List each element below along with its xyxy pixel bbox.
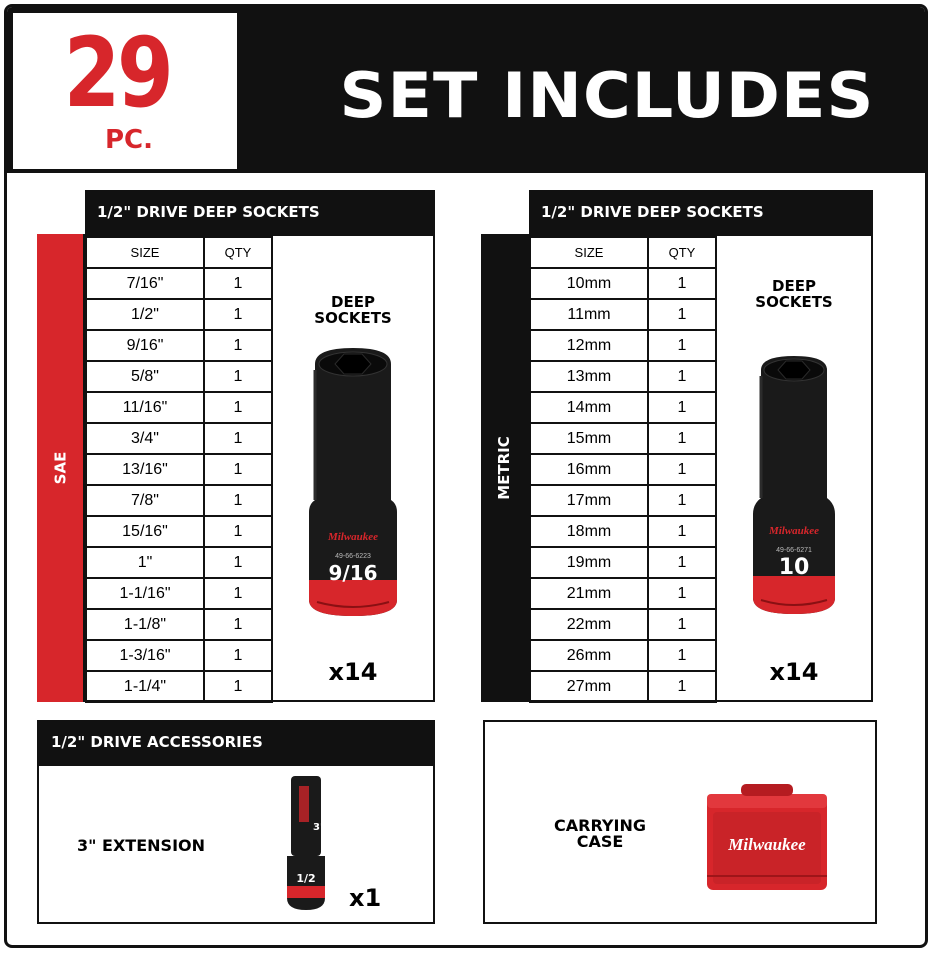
qty-cell: 1 <box>204 578 272 609</box>
carrying-case-image <box>697 780 837 900</box>
table-row <box>530 268 716 299</box>
qty-cell: 1 <box>648 547 716 578</box>
table-row <box>86 423 272 454</box>
qty-cell: 1 <box>648 516 716 547</box>
table-row <box>530 609 716 640</box>
size-cell: 1-1/8" <box>86 609 204 640</box>
piece-count-box <box>13 13 237 169</box>
qty-cell: 1 <box>648 268 716 299</box>
qty-cell: 1 <box>204 392 272 423</box>
size-cell: 27mm <box>530 671 648 702</box>
sae-deep-label <box>273 294 433 326</box>
extension-drive-marking: 1/2 <box>296 872 316 885</box>
qty-cell: 1 <box>204 268 272 299</box>
size-cell: 26mm <box>530 640 648 671</box>
size-cell: 15/16" <box>86 516 204 547</box>
sae-image-column <box>273 236 433 700</box>
qty-column-header: QTY <box>204 237 272 268</box>
size-cell: 15mm <box>530 423 648 454</box>
size-cell: 17mm <box>530 485 648 516</box>
table-row <box>530 547 716 578</box>
size-cell: 19mm <box>530 547 648 578</box>
metric-side-label-text: METRIC <box>495 436 514 500</box>
qty-cell: 1 <box>204 330 272 361</box>
size-cell: 1-1/4" <box>86 671 204 702</box>
case-label-line-2: CASE <box>576 832 624 851</box>
size-cell: 7/8" <box>86 485 204 516</box>
table-row <box>86 299 272 330</box>
qty-cell: 1 <box>204 485 272 516</box>
table-row <box>86 640 272 671</box>
deep-label-line-2: SOCKETS <box>755 293 833 311</box>
qty-cell: 1 <box>648 330 716 361</box>
qty-cell: 1 <box>204 671 272 702</box>
table-row <box>86 547 272 578</box>
set-includes-title: SET INCLUDES <box>339 59 875 132</box>
qty-cell: 1 <box>204 454 272 485</box>
qty-cell: 1 <box>648 671 716 702</box>
table-row <box>530 671 716 702</box>
extension-bar-image <box>267 768 347 918</box>
socket-size-marking: 10 <box>778 555 810 580</box>
table-row <box>530 454 716 485</box>
size-cell: 1-3/16" <box>86 640 204 671</box>
table-row <box>86 609 272 640</box>
table-row <box>530 640 716 671</box>
table-row <box>530 423 716 454</box>
socket-brand-text: Milwaukee <box>768 525 820 537</box>
qty-cell: 1 <box>648 454 716 485</box>
header-bar <box>7 7 925 173</box>
size-cell: 13/16" <box>86 454 204 485</box>
table-row <box>86 268 272 299</box>
sae-side-label-text: SAE <box>50 451 69 485</box>
table-row <box>86 485 272 516</box>
table-row <box>86 454 272 485</box>
table-row <box>530 578 716 609</box>
qty-cell: 1 <box>648 392 716 423</box>
qty-cell: 1 <box>648 299 716 330</box>
table-row <box>530 330 716 361</box>
socket-brand-text: Milwaukee <box>327 531 379 543</box>
table-row <box>86 516 272 547</box>
carrying-case-box <box>483 720 877 924</box>
qty-cell: 1 <box>204 361 272 392</box>
sae-panel <box>37 190 437 702</box>
table-row <box>530 299 716 330</box>
size-cell: 13mm <box>530 361 648 392</box>
table-row <box>530 361 716 392</box>
metric-side-label <box>481 234 527 702</box>
size-cell: 1" <box>86 547 204 578</box>
sae-size-table <box>85 236 273 703</box>
qty-cell: 1 <box>648 423 716 454</box>
deep-label-line-2: SOCKETS <box>314 309 392 327</box>
metric-panel <box>481 190 877 702</box>
table-row <box>86 578 272 609</box>
size-cell: 5/8" <box>86 361 204 392</box>
size-cell: 1-1/16" <box>86 578 204 609</box>
size-cell: 1/2" <box>86 299 204 330</box>
qty-cell: 1 <box>204 609 272 640</box>
accessories-panel-title: 1/2" DRIVE ACCESSORIES <box>37 720 435 764</box>
metric-size-table <box>529 236 717 703</box>
sae-quantity: x14 <box>328 658 378 686</box>
deep-socket-metric-image <box>717 348 871 638</box>
size-cell: 12mm <box>530 330 648 361</box>
table-row <box>86 671 272 702</box>
size-column-header: SIZE <box>86 237 204 268</box>
metric-panel-title: 1/2" DRIVE DEEP SOCKETS <box>529 190 873 234</box>
table-header-row <box>530 237 716 268</box>
accessories-box <box>37 764 435 924</box>
table-row <box>530 516 716 547</box>
size-cell: 7/16" <box>86 268 204 299</box>
sae-table-box <box>83 234 435 702</box>
deep-label-line-1: DEEP <box>331 293 375 311</box>
qty-column-header: QTY <box>648 237 716 268</box>
table-row <box>86 361 272 392</box>
size-column-header: SIZE <box>530 237 648 268</box>
qty-cell: 1 <box>204 423 272 454</box>
carrying-case-label <box>525 818 675 850</box>
qty-cell: 1 <box>204 547 272 578</box>
size-cell: 9/16" <box>86 330 204 361</box>
table-row <box>530 392 716 423</box>
size-cell: 11/16" <box>86 392 204 423</box>
deep-label-line-1: DEEP <box>772 277 816 295</box>
case-label-line-1: CARRYING <box>554 816 646 835</box>
deep-socket-sae-image <box>273 340 433 630</box>
case-brand-text: Milwaukee <box>728 835 806 854</box>
size-cell: 16mm <box>530 454 648 485</box>
piece-count: 29 <box>63 17 171 129</box>
table-row <box>86 330 272 361</box>
qty-cell: 1 <box>204 640 272 671</box>
metric-quantity: x14 <box>769 658 819 686</box>
size-cell: 22mm <box>530 609 648 640</box>
socket-size-marking: 9/16 <box>328 561 378 585</box>
socket-part-text: 49-66-6223 <box>335 553 371 560</box>
size-cell: 21mm <box>530 578 648 609</box>
qty-cell: 1 <box>648 485 716 516</box>
table-row <box>530 485 716 516</box>
metric-table-box <box>527 234 873 702</box>
extension-length-marking: 3" <box>313 822 326 833</box>
extension-quantity: x1 <box>349 884 382 912</box>
qty-cell: 1 <box>204 516 272 547</box>
sae-panel-title: 1/2" DRIVE DEEP SOCKETS <box>85 190 435 234</box>
qty-cell: 1 <box>648 361 716 392</box>
piece-count-unit: PC. <box>105 125 154 155</box>
size-cell: 11mm <box>530 299 648 330</box>
infographic-frame <box>4 4 928 948</box>
table-header-row <box>86 237 272 268</box>
size-cell: 10mm <box>530 268 648 299</box>
qty-cell: 1 <box>648 578 716 609</box>
socket-part-text: 49-66-6271 <box>776 547 812 554</box>
metric-image-column <box>717 236 871 700</box>
size-cell: 14mm <box>530 392 648 423</box>
table-row <box>86 392 272 423</box>
metric-deep-label <box>717 278 871 310</box>
qty-cell: 1 <box>648 609 716 640</box>
qty-cell: 1 <box>648 640 716 671</box>
size-cell: 3/4" <box>86 423 204 454</box>
size-cell: 18mm <box>530 516 648 547</box>
sae-side-label <box>37 234 83 702</box>
qty-cell: 1 <box>204 299 272 330</box>
extension-label: 3" EXTENSION <box>77 836 206 855</box>
accessories-panel <box>37 720 437 926</box>
